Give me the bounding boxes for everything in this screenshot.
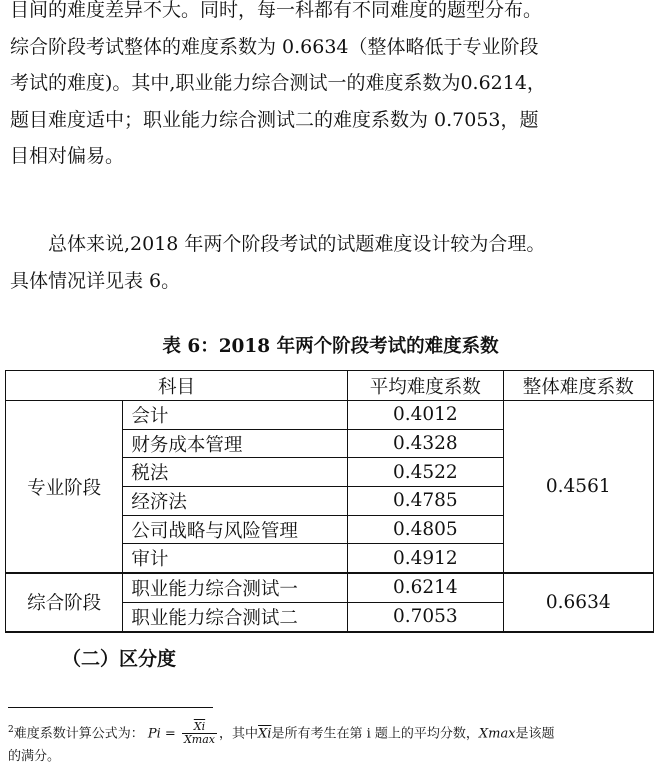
text-line: 具体情况详见表 6。	[10, 269, 181, 292]
avg-cell: 0.6214	[348, 573, 503, 602]
formula-denominator: Xmax	[183, 733, 215, 747]
text-line: 目相对偏易。	[10, 145, 125, 167]
footnote-text: 难度系数计算公式为：	[13, 726, 144, 742]
subject-cell: 职业能力综合测试二	[123, 602, 348, 631]
header-overall: 整体难度系数	[503, 371, 653, 401]
subject-cell: 财务成本管理	[123, 429, 348, 458]
formula-numerator: $\overline{Xi}$	[182, 721, 217, 734]
group-name: 综合阶段	[6, 573, 123, 631]
footnote-text: 是该题	[515, 726, 555, 742]
summary-paragraph	[10, 226, 651, 299]
subject-cell: 审计	[123, 544, 348, 573]
formula-xmax: Xmax	[478, 726, 516, 742]
text-line: 考试的难度)。其中,职业能力综合测试一的难度系数为0.6214，	[10, 72, 546, 94]
section-subheading: （二）区分度	[62, 648, 177, 670]
difficulty-table	[5, 370, 654, 633]
subject-cell: 公司战略与风险管理	[123, 515, 348, 544]
table-row	[6, 573, 654, 602]
group-name: 专业阶段	[6, 401, 123, 574]
text-line: 综合阶段考试整体的难度系数为 0.6634（整体略低于专业阶段	[10, 35, 539, 58]
avg-cell: 0.4805	[348, 515, 503, 544]
text-line: 目间的难度差异不大。同时，每一科都有不同难度的题型分布。	[10, 0, 543, 21]
footnote-text: 是所有考生在第 i 题上的平均分数，	[271, 726, 479, 742]
overall-cell: 0.6634	[503, 573, 653, 631]
header-avg: 平均难度系数	[348, 371, 503, 401]
table-caption: 表 6：2018 年两个阶段考试的难度系数	[162, 336, 499, 357]
footnote-text: ，其中	[219, 726, 259, 742]
footnote-divider	[8, 707, 213, 708]
avg-cell: 0.4012	[348, 401, 503, 430]
subject-cell: 税法	[123, 458, 348, 487]
footnote-text: 的满分。	[8, 749, 61, 765]
avg-cell: 0.4912	[348, 544, 503, 573]
formula-xbar: $\overline{Xi}$	[258, 726, 272, 742]
avg-cell: 0.7053	[348, 602, 503, 631]
formula-lhs: Pi =	[147, 726, 176, 742]
text-line: 总体来说,2018 年两个阶段考试的试题难度设计较为合理。	[48, 233, 546, 255]
avg-cell: 0.4328	[348, 429, 503, 458]
overall-cell: 0.4561	[503, 401, 653, 574]
header-subject: 科目	[6, 371, 348, 401]
table-header-row	[6, 371, 654, 401]
subject-cell: 会计	[123, 401, 348, 430]
body-paragraph	[10, 0, 651, 175]
text-line: 题目难度适中；职业能力综合测试二的难度系数为 0.7053，题	[10, 108, 539, 131]
footnote	[8, 720, 653, 767]
formula-fraction	[182, 721, 217, 746]
subject-cell: 经济法	[123, 487, 348, 516]
avg-cell: 0.4785	[348, 487, 503, 516]
subject-cell: 职业能力综合测试一	[123, 573, 348, 602]
footnote-mark: 2	[8, 725, 14, 735]
avg-cell: 0.4522	[348, 458, 503, 487]
table-row	[6, 401, 654, 430]
